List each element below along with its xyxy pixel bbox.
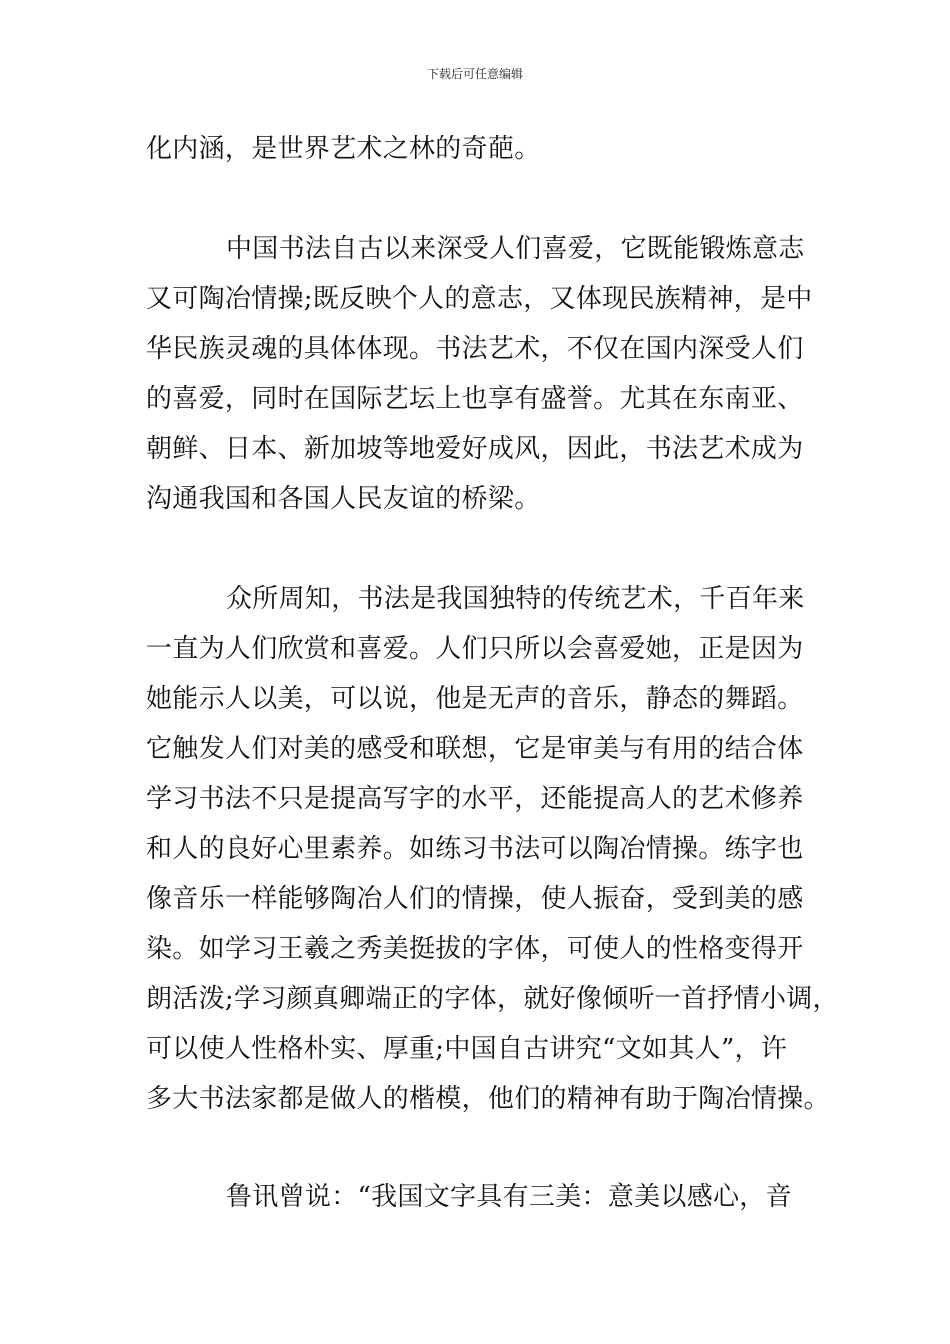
text-line: 一直为人们欣赏和喜爱。人们只所以会喜爱她，正是因为 <box>146 634 804 664</box>
paragraph-2 <box>146 224 816 524</box>
paragraph-3 <box>146 574 839 1124</box>
header-note: 下载后可任意编辑 <box>426 67 523 81</box>
text-line: 化内涵，是世界艺术之林的奇葩。 <box>146 134 541 164</box>
text-line: 学习书法不只是提高写字的水平，还能提高人的艺术修养 <box>146 784 804 814</box>
text-line: 朗活泼;学习颜真卿端正的字体，就好像倾听一首抒情小调， <box>146 984 839 1014</box>
text-line: 沟通我国和各国人民友谊的桥梁。 <box>146 484 541 514</box>
text-line: 朝鲜、日本、新加坡等地爱好成风，因此，书法艺术成为 <box>146 434 804 464</box>
text-line: 众所周知，书法是我国独特的传统艺术，千百年来 <box>226 584 805 614</box>
text-line: 她能示人以美，可以说，他是无声的音乐，静态的舞蹈。 <box>146 684 804 714</box>
text-line: 可以使人性格朴实、厚重;中国自古讲究“文如其人”，许 <box>146 1034 788 1064</box>
text-line: 它触发人们对美的感受和联想，它是审美与有用的结合体 <box>146 734 804 764</box>
text-line: 多大书法家都是做人的楷模，他们的精神有助于陶冶情操。 <box>146 1084 830 1114</box>
text-line: 华民族灵魂的具体体现。书法艺术，不仅在国内深受人们 <box>146 334 804 364</box>
text-line: 又可陶冶情操;既反映个人的意志，又体现民族精神，是中 <box>146 284 813 314</box>
text-line: 和人的良好心里素养。如练习书法可以陶冶情操。练字也 <box>146 834 804 864</box>
paragraph-4 <box>146 1172 816 1222</box>
paragraph-1 <box>146 124 816 174</box>
text-line: 像音乐一样能够陶冶人们的情操，使人振奋，受到美的感 <box>146 884 804 914</box>
text-line: 中国书法自古以来深受人们喜爱，它既能锻炼意志 <box>226 234 805 264</box>
text-line: 鲁讯曾说：“我国文字具有三美：意美以感心，音 <box>226 1182 792 1212</box>
text-line: 的喜爱，同时在国际艺坛上也享有盛誉。尤其在东南亚、 <box>146 384 804 414</box>
text-line: 染。如学习王羲之秀美挺拔的字体，可使人的性格变得开 <box>146 934 804 964</box>
